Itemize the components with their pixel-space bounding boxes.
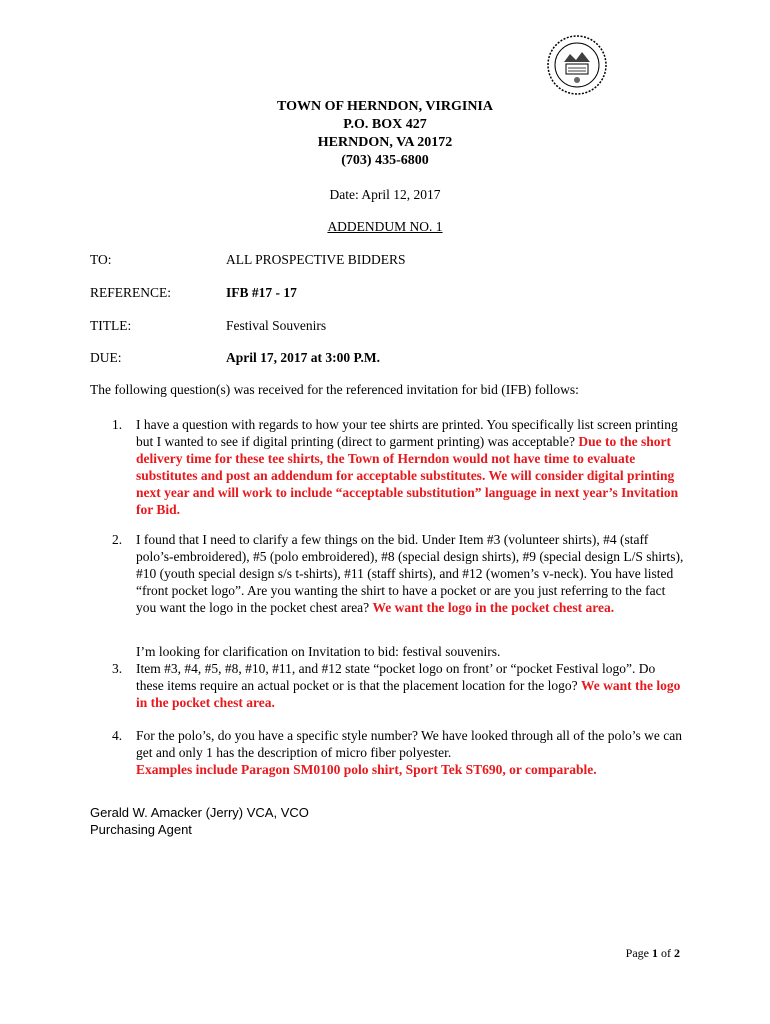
page-number (560, 946, 680, 961)
question-text (136, 531, 686, 616)
town-seal-logo (546, 34, 608, 96)
question-text (136, 416, 686, 518)
question-body: I found that I need to clarify a few things on the bid. Under Item #3 (volunteer shirts), #4 (staff polo’s-embroidered), #5 (polo embroidered), #8 (special design shirts), #9 (special design L/S shirts), #10 (youth special design s/s t-shirts), #11 (staff shirts), and #12 (women’s v-neck). You have listed “front pocket logo”. Are you wanting the shirt to have a pocket or are you just referring to the fact you want the logo in the pocket chest area? (136, 532, 684, 615)
field-due-label: DUE: (90, 350, 122, 365)
field-to-label: TO: (90, 252, 112, 267)
field-reference-value: IFB #17 - 17 (226, 285, 297, 300)
answer-text: We want the logo in the pocket chest area. (136, 678, 681, 710)
question-preface: I’m looking for clarification on Invitation to bid: festival souvenirs. (136, 644, 501, 659)
letterhead-phone: (703) 435-6800 (341, 153, 429, 168)
intro-paragraph: The following question(s) was received for the referenced invitation for bid (IFB) follows: (90, 382, 579, 397)
question-body: I have a question with regards to how your tee shirts are printed. You specifically list screen printing but I wanted to see if digital printing (direct to garment printing) was acceptable? (136, 417, 678, 449)
page-number-current: 1 (652, 946, 658, 960)
question-number: 2. (112, 532, 123, 547)
signature-title: Purchasing Agent (90, 822, 192, 837)
addendum-number: ADDENDUM NO. 1 (327, 219, 443, 234)
question-body: Item #3, #4, #5, #8, #10, #11, and #12 state “pocket logo on front’ or “pocket Festival logo”. Do these items require an actual pocket or is that the placement location for the logo? (136, 661, 656, 693)
letterhead (200, 98, 570, 170)
letterhead-pobox: P.O. BOX 427 (343, 117, 427, 132)
page-number-prefix: Page (625, 946, 652, 960)
answer-text: Due to the short delivery time for these tee shirts, the Town of Herndon would not have time to evaluate substitutes and post an addendum for acceptable substitutes. We will consider digital printing next year and will work to include “acceptable substitution” language in next year’s Invitation for Bid. (136, 434, 679, 517)
signature-block (90, 804, 309, 838)
question-number: 3. (112, 661, 123, 676)
field-reference-label: REFERENCE: (90, 285, 172, 300)
field-title-label: TITLE: (90, 318, 132, 333)
field-to-value: ALL PROSPECTIVE BIDDERS (226, 252, 406, 267)
signature-name: Gerald W. Amacker (Jerry) VCA, VCO (90, 805, 309, 820)
letterhead-town: TOWN OF HERNDON, VIRGINIA (277, 99, 493, 114)
question-number: 4. (112, 728, 123, 743)
question-text (136, 727, 686, 778)
answer-text: Examples include Paragon SM0100 polo shirt, Sport Tek ST690, or comparable. (136, 762, 597, 777)
question-body: For the polo’s, do you have a specific style number? We have looked through all of the polo’s we can get and only 1 has the description of micro fiber polyester. (136, 728, 683, 760)
answer-text: We want the logo in the pocket chest area. (372, 600, 615, 615)
question-text (136, 660, 686, 711)
field-due-value: April 17, 2017 at 3:00 P.M. (226, 350, 380, 365)
document-date: Date: April 12, 2017 (329, 187, 441, 202)
page-number-total: 2 (674, 946, 680, 960)
letterhead-city: HERNDON, VA 20172 (317, 135, 453, 150)
page-number-of: of (658, 946, 674, 960)
field-title-value: Festival Souvenirs (226, 318, 327, 333)
question-number: 1. (112, 417, 123, 432)
